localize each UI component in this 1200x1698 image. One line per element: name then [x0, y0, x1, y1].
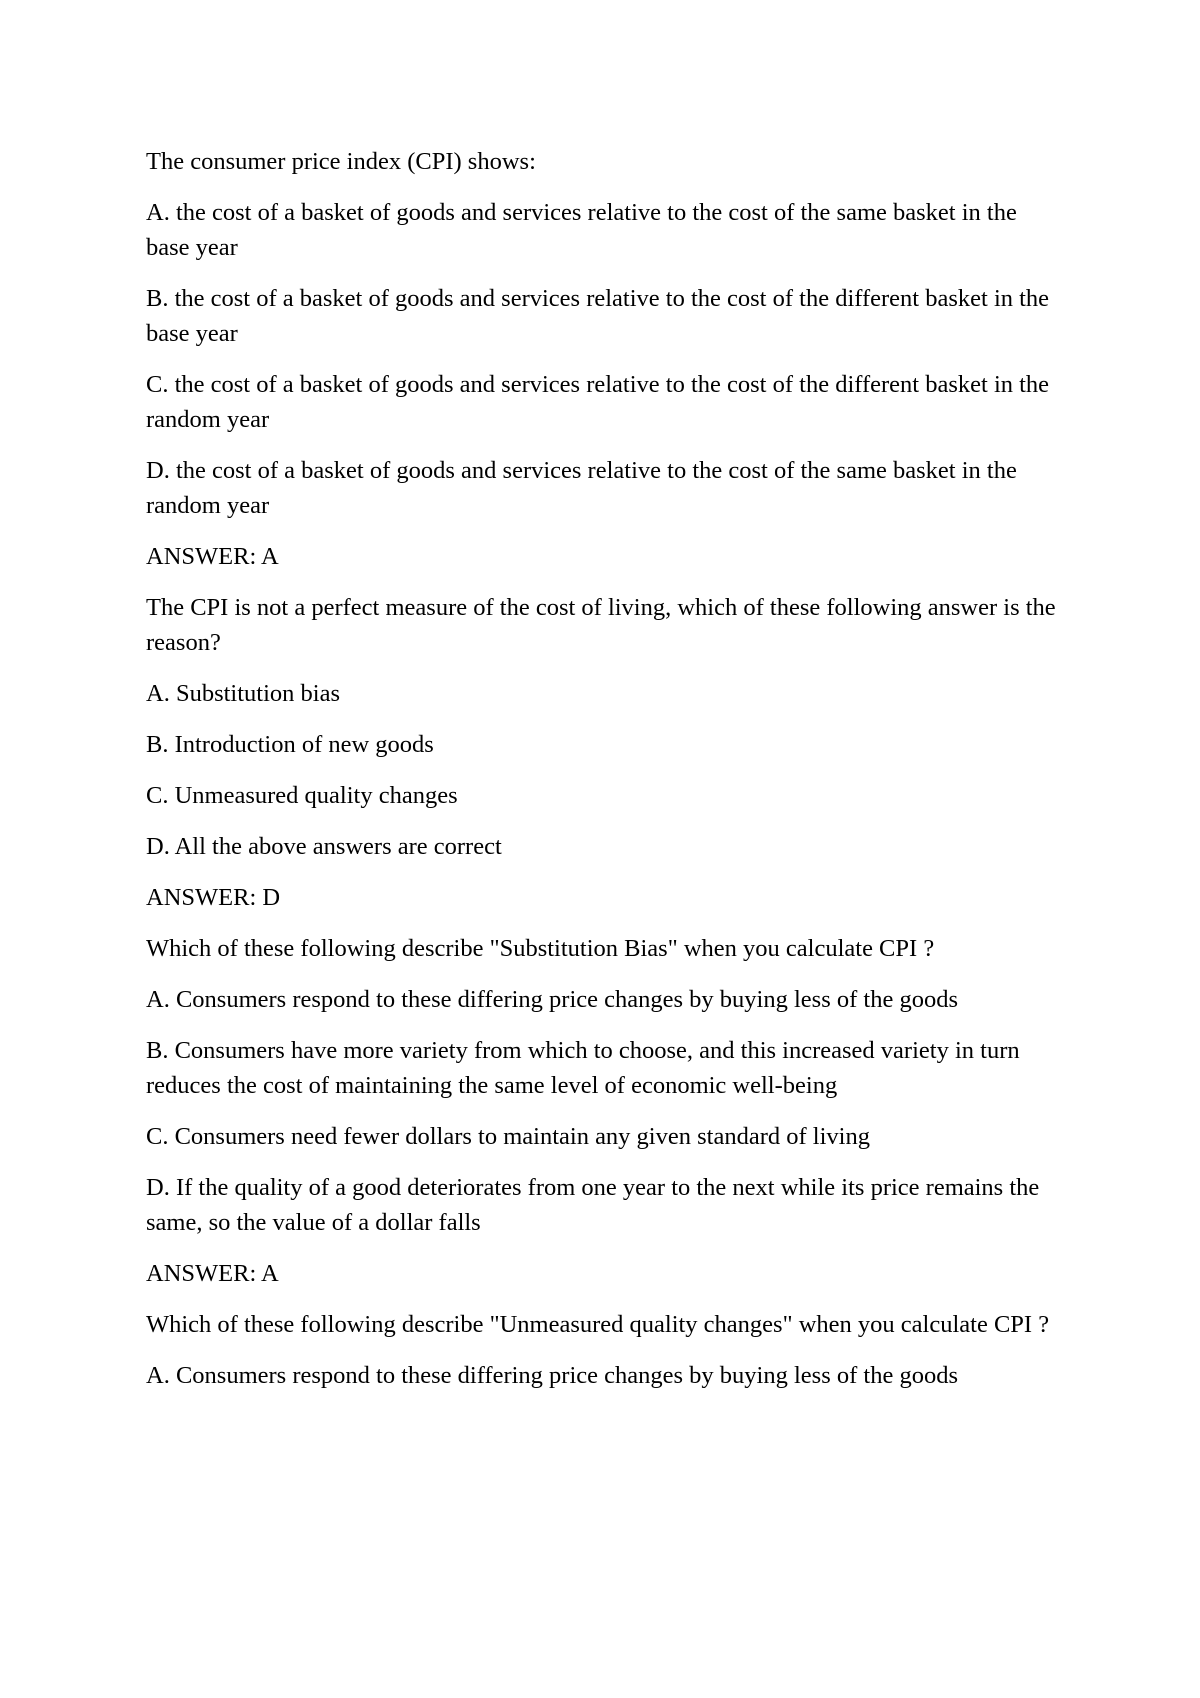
question-3-option-a: A. Consumers respond to these differing price changes by buying less of the goods: [146, 986, 958, 1013]
question-2-option-c: C. Unmeasured quality changes: [146, 782, 458, 809]
question-1-text: The consumer price index (CPI) shows:: [146, 148, 536, 175]
document-body: [146, 144, 1066, 1409]
question-3-answer: ANSWER: A: [146, 1260, 279, 1287]
question-2-text: The CPI is not a perfect measure of the cost of living, which of these following answer is the reason?: [146, 594, 1056, 656]
question-1-option-a: A. the cost of a basket of goods and services relative to the cost of the same basket in the base year: [146, 199, 1017, 261]
question-1-answer: ANSWER: A: [146, 543, 279, 570]
question-2-option-a: A. Substitution bias: [146, 680, 340, 707]
question-1-option-c: C. the cost of a basket of goods and services relative to the cost of the different basket in the random year: [146, 371, 1050, 433]
question-2-option-b: B. Introduction of new goods: [146, 731, 434, 758]
question-3-option-c: C. Consumers need fewer dollars to maintain any given standard of living: [146, 1123, 870, 1150]
question-1-option-d: D. the cost of a basket of goods and services relative to the cost of the same basket in the random year: [146, 457, 1017, 519]
question-2-option-d: D. All the above answers are correct: [146, 833, 502, 860]
question-3-text: Which of these following describe "Substitution Bias" when you calculate CPI ?: [146, 935, 935, 962]
question-3-option-b: B. Consumers have more variety from which to choose, and this increased variety in turn reduces the cost of maintaining the same level of economic well-being: [146, 1037, 1020, 1099]
question-2-answer: ANSWER: D: [146, 884, 281, 911]
question-1-option-b: B. the cost of a basket of goods and services relative to the cost of the different basket in the base year: [146, 285, 1050, 347]
question-4-text: Which of these following describe "Unmeasured quality changes" when you calculate CPI ?: [146, 1311, 1050, 1338]
question-4-option-a: A. Consumers respond to these differing price changes by buying less of the goods: [146, 1362, 958, 1389]
question-3-option-d: D. If the quality of a good deteriorates from one year to the next while its price remains the same, so the value of a dollar falls: [146, 1174, 1040, 1236]
